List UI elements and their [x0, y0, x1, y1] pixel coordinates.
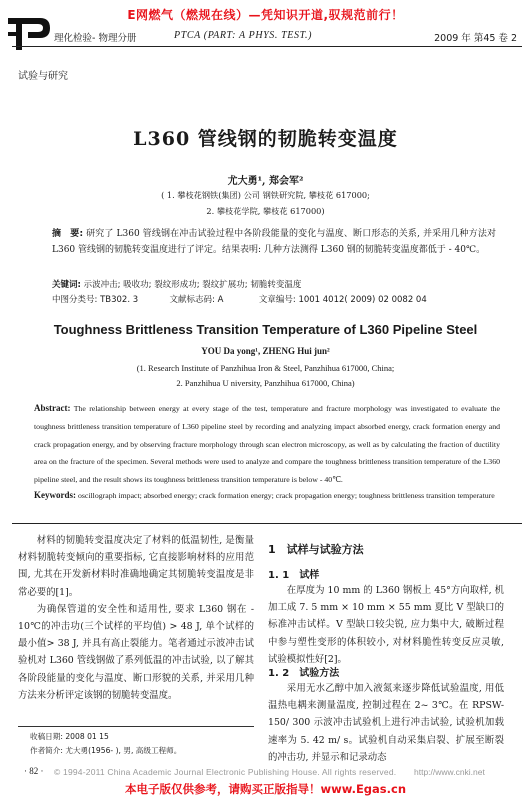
heading-section-1: 1 试样与试验方法 — [268, 543, 364, 556]
keywords-en-text: oscillograph impact; absorbed energy; crack formation energy; crack propagation energy; toughness brittleness transition temperature — [77, 491, 495, 500]
abstract-cn — [52, 226, 496, 258]
copyright-notice: © 1994-2011 China Academic Journal Electronic Publishing House. All rights reserved. — [54, 767, 397, 777]
keywords-en — [34, 487, 500, 504]
affiliation-en-2: 2. Panzhihua U niversity, Panzhihua 617000, China) — [176, 378, 355, 388]
keywords-cn-label: 关键词: — [52, 280, 81, 290]
doc-code-label: 文献标志码: — [169, 295, 215, 305]
body-paragraph: 为确保管道的安全性和适用性, 要求 L360 钢在 - 10℃的冲击功(三个试样的平均值) > 48 J, 单个试样的最小值> 38 J, 并具有高止裂能力。笔者通过示波冲击试验机对 L360 管线钢做了系列低温的冲击试验, 以了解其各阶段能量的变化与温度、断口形貌的关系, 并采用几种方法来分析评定该钢的韧脆转变温度。 — [18, 603, 254, 701]
body-right-para-2 — [268, 680, 504, 766]
top-promo-banner: E网燃气（燃规在线）—凭知识开道,驭规范前行！ — [127, 8, 404, 22]
body-paragraph: 材料的韧脆转变温度决定了材料的低温韧性, 是衡量材料韧脆转变倾向的重要指标, 它直接影响材料的应用范围, 尤其在开发新材料时准确地确定其韧脆转变温度是非常必要的[1]。 — [18, 535, 254, 598]
header-rule — [12, 46, 522, 47]
abstract-en-label: Abstract: — [34, 403, 71, 413]
footnote-rule — [18, 726, 254, 727]
keywords-cn-text: 示波冲击; 吸收功; 裂纹形成功; 裂纹扩展功; 韧脆转变温度 — [83, 280, 302, 290]
page-number: · 82 · — [24, 766, 44, 776]
keywords-cn — [52, 278, 496, 290]
running-header — [54, 30, 517, 46]
heading-section-1-2: 1. 2 试验方法 — [268, 668, 340, 679]
footnote-received: 收稿日期: 2008 01 15 — [30, 732, 109, 741]
abstract-cn-label: 摘 要: — [52, 229, 84, 239]
body-left-column — [18, 532, 254, 704]
clc-value: TB302. 3 — [100, 295, 139, 305]
body-right-para-1 — [268, 582, 504, 668]
abstract-en-text: The relationship between energy at every stage of the test, temperature and fracture morphology was investigated to evaluate the toughness brittleness transition temperature of L360 pipeline steel by recording and analyzing impact absorbed energy, crack formation energy and crack propagation energy, and by observing fracture morphology through scan electron microscopy, as well as by calculating the fraction of ductility area on the fracture of the specimen. Several methods were used to analyze and compare the toughness brittleness transition temperature of the L360 pipeline steel, and the result shows its toughness brittleness transition temperature is below - 40℃. — [34, 404, 500, 485]
page-title-cn: L360 管线钢的韧脆转变温度 — [133, 128, 398, 150]
copyright-url: http://www.cnki.net — [414, 767, 485, 777]
abstract-rule — [12, 523, 522, 524]
header-issue: 2009 年 第45 卷 2 — [434, 33, 517, 44]
authors-cn: 尤大勇¹, 郑会军² — [227, 176, 304, 187]
body-paragraph: 在厚度为 10 mm 的 L360 钢板上 45°方向取样, 机加工成 7. 5 mm × 10 mm × 55 mm 夏比 V 型缺口的标准冲击试样。V 型缺口较尖锐, 应力集中大, 破断过程中参与塑性变形的体积较小, 对材料脆性转变反应灵敏, 试验模拟性好[2]。 — [268, 585, 504, 665]
section-tag: 试验与研究 — [18, 71, 68, 82]
abstract-en — [34, 400, 500, 489]
affiliation-cn-2: 2. 攀枝花学院, 攀枝花 617000) — [206, 206, 325, 216]
page-title-en: Toughness Brittleness Transition Temperature of L360 Pipeline Steel — [53, 322, 478, 337]
header-journal-en: PTCA (PART: A PHYS. TEST.) — [174, 30, 313, 41]
heading-section-1-1: 1. 1 试样 — [268, 570, 320, 581]
header-journal-cn: 理化检验- 物理分册 — [54, 33, 137, 44]
article-number-value: 1001 4012( 2009) 02 0082 04 — [298, 295, 427, 305]
body-paragraph: 采用无水乙醇中加入液氮来逐步降低试验温度, 用低温热电耦来测量温度, 控制过程在 2~ 3℃。在 RPSW- 150/ 300 示波冲击试验机上进行冲击试验, 试验机加载速率为 5. 42 m/ s。试验机自动采集启裂、扩展至断裂的冲击功, 并显示和记录动态 — [268, 683, 504, 763]
clc-label: 中图分类号: — [52, 295, 98, 305]
affiliation-cn-1: ( 1. 攀枝花钢铁(集团) 公司 钢铁研究院, 攀枝花 617000; — [161, 190, 370, 200]
doc-code-value: A — [217, 295, 224, 305]
affiliation-en-1: (1. Research Institute of Panzhihua Iron & Steel, Panzhihua 617000, China; — [136, 363, 395, 373]
footnote-author: 作者简介: 尤大勇(1956- ), 男, 高级工程师。 — [30, 746, 182, 755]
classification-line — [52, 293, 496, 305]
article-number-label: 文章编号: — [258, 295, 296, 305]
authors-en: YOU Da yong¹, ZHENG Hui jun² — [201, 346, 330, 356]
bottom-promo-banner: 本电子版仅供参考，请购买正版指导！www.Egas.cn — [124, 782, 407, 796]
keywords-en-label: Keywords: — [34, 490, 76, 500]
abstract-cn-text: 研究了 L360 管线钢在冲击试验过程中各阶段能量的变化与温度、断口形态的关系, 并采用几种方法对 L360 管线钢的韧脆转变温度进行了评定。结果表明: 几种方法测得 L360 钢的韧脆转变温度都低于 - 40℃。 — [52, 229, 496, 255]
